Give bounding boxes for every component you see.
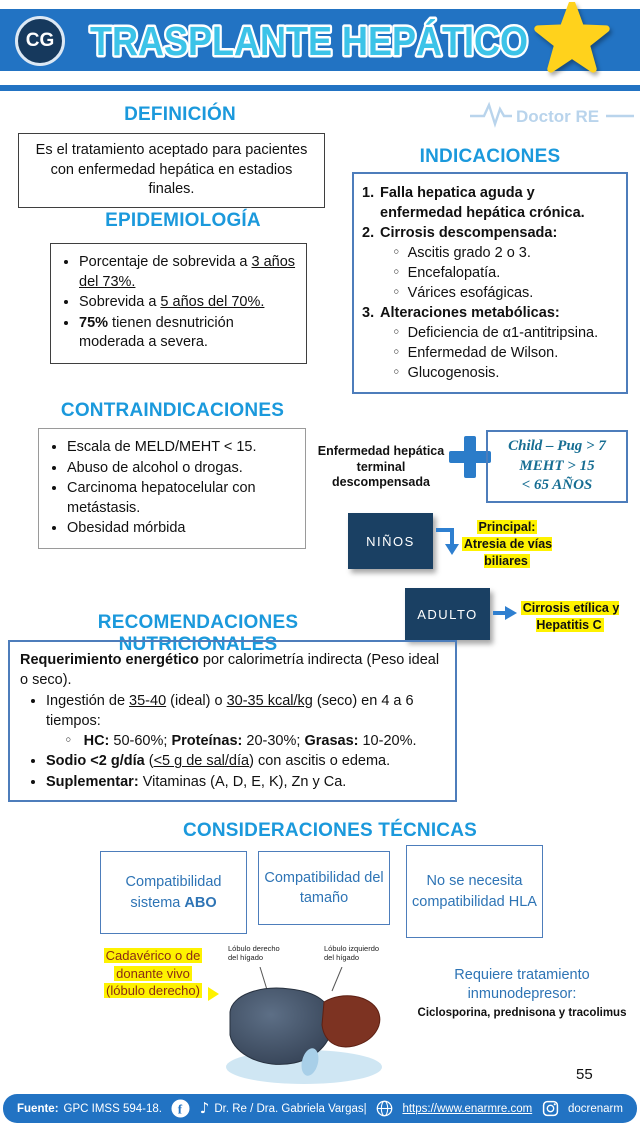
criteria-line: Child – Pug > 7 — [508, 438, 606, 454]
definition-box — [18, 133, 325, 208]
page-title: TRASPLANTE HEPÁTICO — [90, 18, 528, 64]
list-item: 1. Falla hepatica aguda y enfermedad hepática crónica. — [362, 185, 585, 221]
terminal-disease-label: Enfermedad hepática terminal descompensada — [317, 444, 445, 490]
tiktok-icon[interactable]: ♪ — [199, 1099, 210, 1117]
children-result-text: Atresia de vías biliares — [463, 536, 553, 568]
list-item: ◦ Ascitis grado 2 o 3. — [392, 243, 557, 263]
doctor-re-watermark — [468, 98, 636, 130]
adult-result-text: Cirrosis etílica y Hepatitis C — [522, 601, 620, 632]
instagram-icon[interactable] — [542, 1100, 559, 1117]
liver-image — [212, 967, 397, 1090]
donor-note-line: Cadavérico o de — [105, 948, 201, 963]
list-item: • Sodio <2 g/día (<5 g de sal/día) con ascitis o edema. — [46, 751, 445, 771]
abo-compatibility-box: Compatibilidad sistema ABO — [100, 851, 247, 934]
epidemiology-box — [50, 243, 307, 364]
children-box — [348, 513, 433, 569]
doctor-re-text: Doctor RE — [516, 107, 600, 126]
list-item: • Escala de MELD/MEHT < 15. — [67, 438, 297, 458]
list-item: 2. Cirrosis descompensada: ◦ Ascitis grado 2 o 3. ◦ Encefalopatía. ◦ Várices esofágicas. — [362, 223, 620, 303]
epidemiology-heading: EPIDEMIOLOGÍA — [105, 210, 261, 231]
definition-heading: DEFINICIÓN — [124, 104, 236, 125]
definition-text: Es el tratamiento aceptado para pacientes con enfermedad hepática en estadios finales. — [35, 142, 308, 198]
footer-authors: ♪ Dr. Re / Dra. Gabriela Vargas| — [199, 1099, 367, 1117]
list-item: • Suplementar: Vitaminas (A, D, E, K), Zn y Ca. — [46, 772, 445, 792]
liver-illustration — [212, 945, 397, 1090]
header-divider — [0, 85, 640, 91]
immunosuppression-drugs: Ciclosporina, prednisona y tracolimus — [417, 1006, 627, 1019]
website-link[interactable]: https://www.enarmre.com — [402, 1102, 533, 1115]
list-item: • Porcentaje de sobrevida a 3 años del 73%. — [79, 253, 298, 292]
list-item: • 75% tienen desnutrición moderada a severa. — [79, 314, 298, 353]
plus-icon — [449, 436, 491, 478]
list-item: • Abuso de alcohol o drogas. — [67, 459, 297, 479]
list-item: • Obesidad mórbida — [67, 519, 297, 539]
size-compatibility-box: Compatibilidad del tamaño — [258, 851, 390, 925]
children-label: NIÑOS — [366, 533, 415, 549]
facebook-icon[interactable] — [171, 1099, 190, 1118]
list-item: ◦ Deficiencia de α1-antitripsina. — [392, 323, 598, 343]
indications-heading: INDICACIONES — [419, 146, 561, 167]
immunosuppression-title: Requiere tratamiento inmunodepresor: — [454, 967, 590, 1002]
star-icon — [534, 2, 610, 78]
nutrition-box — [8, 640, 457, 802]
page-title-container — [88, 14, 540, 68]
donor-note-line: (lóbulo derecho) — [106, 983, 200, 999]
donor-note-line: donante vivo — [116, 965, 190, 981]
list-item: ◦ Enfermedad de Wilson. — [392, 343, 598, 363]
cg-logo-text: CG — [25, 30, 55, 51]
criteria-box — [486, 430, 628, 503]
list-item: • Carcinoma hepatocelular con metástasis. — [67, 479, 297, 518]
globe-icon — [376, 1100, 393, 1117]
list-item: ◦ Encefalopatía. — [392, 263, 557, 283]
left-lobe-label: Lóbulo izquierdo del hígado — [324, 944, 380, 962]
cg-logo — [15, 16, 65, 66]
children-result-label: Principal: — [478, 520, 536, 534]
list-item: 3. Alteraciones metabólicas: ◦ Deficiencia de α1-antitripsina. ◦ Enfermedad de Wilson. ◦ Glucogenosis. — [362, 303, 620, 383]
nutrition-heading: RECOMENDACIONES NUTRICIONALES — [97, 612, 299, 655]
list-item: ◦ Glucogenosis. — [392, 363, 598, 383]
macros-line: ◦ HC: 50-60%; Proteínas: 20-30%; Grasas: 10-20%. — [46, 731, 445, 751]
adult-box — [405, 588, 490, 640]
donor-note — [94, 947, 212, 1000]
page-number: 55 — [576, 1066, 593, 1083]
ecg-line-icon — [470, 105, 512, 124]
contraindications-box — [38, 428, 306, 549]
svg-text:f: f — [178, 1101, 183, 1117]
immunosuppression-note — [416, 966, 628, 1019]
children-result — [455, 519, 559, 570]
technical-heading: CONSIDERACIONES TÉCNICAS — [182, 820, 478, 841]
criteria-line: < 65 AÑOS — [521, 477, 593, 493]
adult-result — [510, 600, 630, 634]
criteria-line: MEHT > 15 — [519, 457, 595, 474]
list-item: • Ingestión de 35-40 (ideal) o 30-35 kcal/kg (seco) en 4 a 6 tiempos: ◦ HC: 50-60%; Proteínas: 20-30%; Grasas: 10-20%. — [46, 691, 445, 752]
footer-source: Fuente: GPC IMSS 594-18. — [17, 1102, 162, 1115]
footer-bar — [3, 1094, 637, 1123]
nutrition-intro: Requerimiento energético por calorimetría indirecta (Peso ideal o seco). — [20, 652, 440, 689]
contraindications-heading: CONTRAINDICACIONES — [60, 400, 285, 421]
instagram-handle[interactable]: docrenarm — [567, 1102, 623, 1115]
list-item: • Sobrevida a 5 años del 70%. — [79, 293, 298, 313]
adult-label: ADULTO — [417, 606, 478, 622]
list-item: ◦ Várices esofágicas. — [392, 283, 557, 303]
indications-box — [352, 172, 628, 394]
hla-compatibility-box: No se necesita compatibilidad HLA — [406, 845, 543, 938]
right-lobe-label: Lóbulo derecho del hígado — [228, 944, 280, 962]
